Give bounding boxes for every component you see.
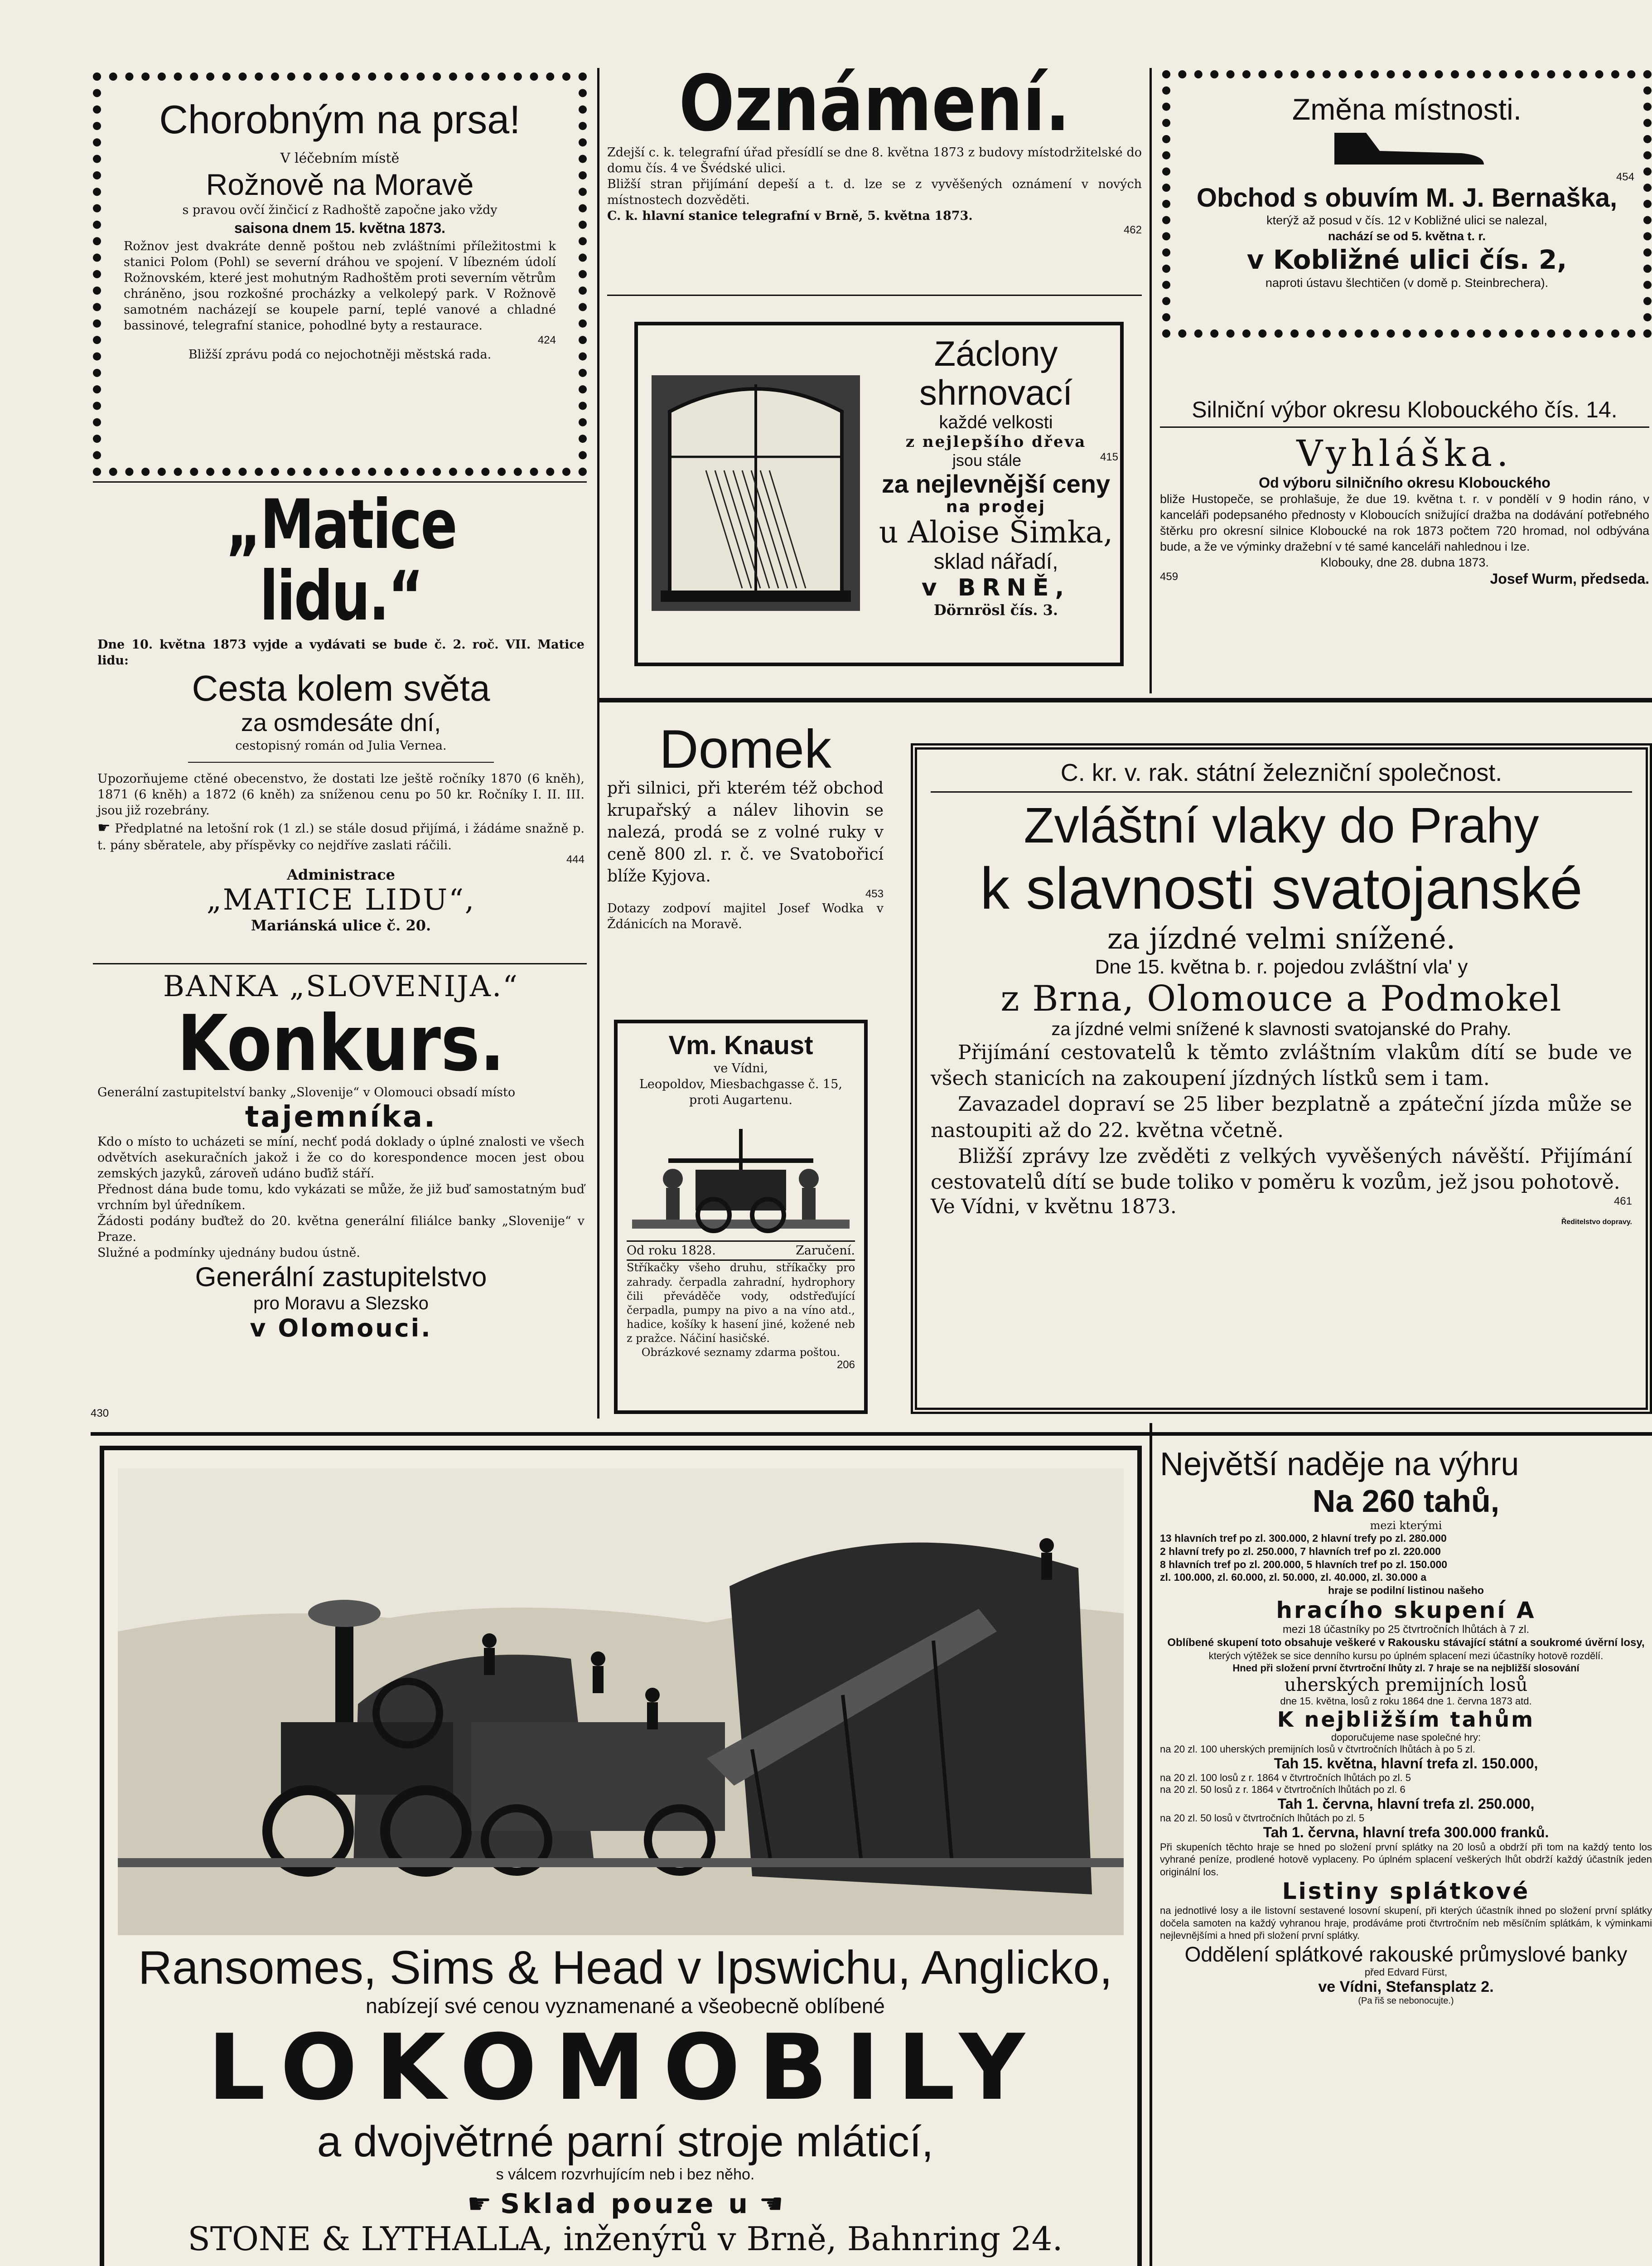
banka-block bbox=[97, 970, 584, 1342]
zaclony-title: Záclony shrnovací bbox=[919, 334, 1073, 412]
zaclony-l9: Dörnrösl čís. 3. bbox=[933, 601, 1058, 619]
nadeje-l17: před Edvard Fürst, bbox=[1364, 1966, 1448, 1978]
knaust-body: Stříkačky všeho druhu, stříkačky pro zahrady. čerpadla zahradní, hydrophory čili převáděče vody, odstřeďující čerpadla, pumpy na pivo a na víno atd., hadice, košíky k hasení jiné, kožené neb z pražce. Náčiní hasičské. bbox=[627, 1261, 855, 1345]
nadeje-l15: Při skupeních těchto hraje se hned po složení první splátky na 20 losů a obdrží při tom na každý tento los vyhrané peníze, prodlené hotově vyplaceny. Po úplném splacení veškerých lhůt obdrží každý účastník jeden originální los. bbox=[1160, 1841, 1652, 1878]
zaclony-l8: v BRNĚ, bbox=[921, 574, 1071, 601]
nadeje-t4: hracího skupení A bbox=[1276, 1597, 1536, 1623]
zaclony-l3: jsou stále bbox=[952, 450, 1022, 470]
rule-matice bbox=[188, 762, 494, 763]
nadeje-block bbox=[1160, 1446, 1652, 2006]
nadeje-l9: Tah 15. května, hlavní trefa zl. 150.000, bbox=[1274, 1755, 1538, 1772]
vlaky-t3: za jízdné velmi snížené. bbox=[1107, 922, 1456, 956]
chorobnym-line1: s pravou ovčí žinčicí z Radhoště započne jako vždy bbox=[182, 203, 498, 217]
knaust-l2: Leopoldov, Miesbachgasse č. 15, bbox=[639, 1077, 842, 1092]
silnicni-body: bliže Hustopeče, se prohlašuje, že due 19. května t. r. v pondělí v 9 hodin ráno, v kanceláři podepsaného přednosty v Kloboucích snižující dražba na dodávání potřebného štěrku pro okresní silnice Kloboucké na rok 1873 počtem 720 hromad, nol odbývána bude, a že ve výminky dražební v té samé kanceláři nahlednou i lze. bbox=[1160, 492, 1649, 554]
silnicni-l1: Od výboru silničního okresu Klobouckého bbox=[1259, 475, 1551, 491]
domek-body: při silnici, při kterém též obchod krupařský a nálev lihovin se nalezá, prodá se z volné ruky v ceně 800 zl. r. č. ve Svatobořicí blíže Kyjova. bbox=[607, 779, 884, 886]
silnicni-sign-row bbox=[1160, 571, 1649, 587]
nadeje-row: 2 hlavní trefy po zl. 250.000, 7 hlavních tref po zl. 220.000 bbox=[1160, 1545, 1441, 1557]
zmena-frame bbox=[1162, 70, 1652, 338]
pointing-hand-icon: ☛ bbox=[97, 819, 111, 837]
pointing-hand-right-icon: ☚ bbox=[759, 2188, 783, 2220]
rule-c1-a bbox=[93, 481, 587, 483]
vlaky-num: 461 bbox=[1613, 1195, 1632, 1208]
vlaky-head: C. kr. v. rak. státní železniční společnost. bbox=[931, 759, 1632, 793]
banka-gz: Generální zastupitelstvo bbox=[195, 1262, 487, 1293]
vlaky-t2: k slavnosti svatojanské bbox=[980, 855, 1583, 921]
vlaky-l5: Bližší zprávy lze zvěděti z velkých vyvěšených návěští. Přijímání cestovatelů dítí se bude toliko v poměru k vozům, jež jsou pohotově. bbox=[931, 1144, 1632, 1194]
banka-gz3: v Olomouci. bbox=[250, 1314, 432, 1343]
ransomes-t1: Ransomes, Sims & Head v Ipswichu, Anglicko, bbox=[138, 1942, 1113, 1994]
zmena-l1: kterýž až posud v čís. 12 v Kobližné ulici se nalezal, bbox=[1266, 213, 1547, 227]
zaclony-l4: za nejlevnější ceny bbox=[881, 469, 1111, 498]
knaust-l1: ve Vídni, bbox=[714, 1061, 768, 1075]
banka-body2: Přednost dána bude tomu, kdo vykázati se může, že již buď samostatným buď vrchním byl úředníkem. bbox=[97, 1182, 584, 1212]
fire-pump-illustration bbox=[632, 1111, 850, 1238]
nadeje-l11: na 20 zl. 50 losů z r. 1864 v čtvrtročních lhůtách po zl. 6 bbox=[1160, 1783, 1406, 1795]
ransomes-t4: a dvojvětrné parní stroje mláticí, bbox=[317, 2117, 934, 2166]
oznameni-sign: C. k. hlavní stanice telegrafní v Brně, 5. května 1873. bbox=[607, 208, 973, 223]
zaclony-text bbox=[874, 334, 1118, 619]
ransomes-text bbox=[113, 1942, 1137, 2258]
chorobnym-body: Rožnov jest dvakráte denně poštou neb zvláštními příležitostmi k stanici Polom (Pohl) se severní dráhou ve spojení. V líbezném údolí Rožnovském, které jest mohutným Radhoštěm proti severním větrům chráněno, jsou rozkošné procházky a velkolepý park. V Rožnově samotném nacházejí se koupele parní, teplé vanové a chladné bassinové, telegrafní stanice, pohodlné byty a restaurace. bbox=[124, 239, 556, 333]
vlaky-l3: Přijímání cestovatelů k těmto zvláštním vlakům dítí se bude ve všech stanicích na zakoupení jízdných lístků sem i tam. bbox=[931, 1041, 1632, 1090]
chorobnym-place: Rožnově na Moravě bbox=[206, 167, 474, 201]
knaust-l3: proti Augartenu. bbox=[689, 1093, 792, 1108]
knaust-body2: Obrázkové seznamy zdarma poštou. bbox=[641, 1346, 840, 1359]
knaust-guar: Zaručení. bbox=[796, 1244, 855, 1258]
banka-body3: Žádosti podány buďtež do 20. května generální filiálce banky „Slovenije“ v Praze. bbox=[97, 1214, 584, 1244]
window-shutter-illustration bbox=[652, 357, 860, 611]
ransomes-t3: LOKOMOBILY bbox=[208, 2015, 1043, 2121]
matice-num: 444 bbox=[566, 853, 584, 866]
nadeje-l14: Tah 1. června, hlavní trefa 300.000 franků. bbox=[1263, 1824, 1549, 1840]
banka-title: BANKA „SLOVENIJA.“ bbox=[163, 970, 519, 1003]
nadeje-l3: kterých výtěžek se sice denního kursu po úplném splacení mezi účastníky hotově rozdělí. bbox=[1208, 1650, 1604, 1661]
banka-gz2: pro Moravu a Slezsko bbox=[253, 1293, 429, 1314]
nadeje-l1: mezi 18 účastníky po 25 čtvrtročních lhůtách à 7 zl. bbox=[1282, 1623, 1530, 1636]
matice-body2 bbox=[97, 818, 584, 853]
nadeje-l13: na 20 zl. 50 losů v čtvrtročních lhůtách po zl. 5 bbox=[1160, 1812, 1365, 1824]
ransomes-t2: nabízejí své cenou vyznamenané a všeobecně oblíbené bbox=[366, 1994, 885, 2018]
ransomes-t6: Sklad pouze u bbox=[500, 2188, 751, 2220]
nadeje-t3: mezi kterými bbox=[1370, 1519, 1442, 1532]
nadeje-t5: K nejbližším tahům bbox=[1277, 1707, 1535, 1732]
nadeje-l4: Hned při složení první čtvrtroční lhůty zl. 7 hraje se na nejbližší slosování bbox=[1232, 1662, 1580, 1674]
zaclony-l5: na prodej bbox=[946, 498, 1046, 517]
threshing-machine-illustration bbox=[118, 1468, 1124, 1935]
zmena-title: Změna místnosti. bbox=[1292, 92, 1522, 126]
nadeje-l7: doporučujeme nase společné hry: bbox=[1331, 1731, 1481, 1743]
chorobnym-frame bbox=[93, 73, 587, 476]
knaust-frame bbox=[614, 1020, 868, 1414]
banka-post: tajemníka. bbox=[245, 1100, 437, 1134]
nadeje-l16: na jednotlivé losy a ile listovní sestavené losovní skupení, při kterých účastník ihned po složení první splátky dočela samoten na každý vyhranou hraje, prodáváme proti čtvrtročním neb měsíčním splátkám, k výminkami nejlevnějšími a hned při složení první splátky. bbox=[1160, 1905, 1652, 1942]
vlaky-l6-row bbox=[931, 1195, 1632, 1218]
matice-name: „MATICE LIDU“, bbox=[206, 883, 476, 917]
zaclony-frame bbox=[634, 322, 1124, 666]
nadeje-l18: ve Vídni, Stefansplatz 2. bbox=[1318, 1978, 1494, 1995]
chorobnym-title: Chorobným na prsa! bbox=[159, 97, 521, 142]
rule-c2-a bbox=[607, 295, 1142, 296]
nadeje-l5: uherských premijních losů bbox=[1284, 1674, 1528, 1695]
knaust-since-row bbox=[627, 1240, 855, 1261]
nadeje-l12: Tah 1. června, hlavní trefa zl. 250.000, bbox=[1277, 1795, 1535, 1812]
vlaky-t1: Zvláštní vlaky do Prahy bbox=[1024, 798, 1539, 853]
zmena-street: v Kobližné ulici čís. 2, bbox=[1246, 244, 1567, 275]
oznameni-block bbox=[607, 59, 1142, 237]
vlaky-l4: Zavazadel dopraví se 25 liber bezplatně a zpáteční jízda může se nastoupiti až do 22. května včetně. bbox=[931, 1093, 1632, 1142]
silnicni-num: 459 bbox=[1160, 571, 1179, 583]
vlaky-t4: z Brna, Olomouce a Podmokel bbox=[1000, 978, 1562, 1019]
vlaky-frame bbox=[911, 743, 1652, 1414]
zaclony-l2: z nejlepšího dřeva bbox=[905, 432, 1087, 451]
oznameni-body2: Bližší stran přijímání depeší a t. d. lze se z vyvěšených oznámení v nových místnostech dozvěděti. bbox=[607, 177, 1142, 207]
silnicni-date: Klobouky, dne 28. dubna 1873. bbox=[1320, 556, 1489, 570]
nadeje-row: 13 hlavních tref po zl. 300.000, 2 hlavní trefy po zl. 280.000 bbox=[1160, 1532, 1447, 1544]
zmena-l2: nachází se od 5. května t. r. bbox=[1328, 229, 1486, 243]
silnicni-vyhlaska: Vyhláška. bbox=[1296, 432, 1513, 475]
knaust-title: Vm. Knaust bbox=[668, 1031, 813, 1060]
matice-sub2: za osmdesáte dní, bbox=[241, 709, 441, 737]
nadeje-row: hraje se podilní listinou našeho bbox=[1328, 1584, 1484, 1596]
nadeje-row: 8 hlavních tref po zl. 200.000, 5 hlavních tref po zl. 150.000 bbox=[1160, 1558, 1448, 1570]
knaust-since: Od roku 1828. bbox=[627, 1244, 716, 1258]
oznameni-num: 462 bbox=[1123, 223, 1142, 236]
oznameni-body: Zdejší c. k. telegrafní úřad přesídlí se dne 8. května 1873 z budovy místodržitelské do domu čís. 4 ve Švédské ulici. bbox=[607, 145, 1142, 175]
horizontal-rule-bottom bbox=[91, 1432, 1652, 1436]
zaclony-l1: každé velkosti bbox=[939, 412, 1053, 432]
nadeje-l2: Oblíbené skupení toto obsahuje veškeré v Rakousku stávající státní a soukromé úvěrní losy, bbox=[1167, 1636, 1645, 1649]
rule-c1-b bbox=[93, 963, 587, 964]
matice-block bbox=[97, 485, 584, 934]
horizontal-rule-top bbox=[597, 698, 1652, 702]
matice-line1: Dne 10. května 1873 vyjde a vydávati se bude č. 2. roč. VII. Matice lidu: bbox=[97, 638, 584, 668]
vlaky-l6: Ve Vídni, v květnu 1873. bbox=[931, 1195, 1177, 1219]
domek-num: 453 bbox=[865, 887, 884, 900]
vlaky-l2: za jízdné velmi snížené k slavnosti svatojanské do Prahy. bbox=[1051, 1019, 1512, 1039]
ransomes-t7: STONE & LYTHALLA, inženýrů v Brně, Bahnring 24. bbox=[188, 2219, 1063, 2258]
vlaky-sign: Ředitelstvo dopravy. bbox=[1561, 1218, 1632, 1226]
pointing-hand-left-icon: ☛ bbox=[467, 2188, 492, 2220]
nadeje-t1: Největší naděje na výhru bbox=[1160, 1446, 1519, 1482]
nadeje-t2: Na 260 tahů, bbox=[1312, 1483, 1500, 1519]
chorobnym-footer: Bližší zprávu podá co nejochotněji městská rada. bbox=[188, 347, 492, 362]
matice-sub1: Cesta kolem světa bbox=[192, 668, 490, 709]
ransomes-t5: s válcem rozvrhujícím neb i bez něho. bbox=[496, 2165, 755, 2183]
silnicni-title: Silniční výbor okresu Klobouckého čís. 14. bbox=[1160, 397, 1649, 428]
nadeje-l19: (Pa řiš se nebonocujte.) bbox=[1358, 1995, 1454, 2006]
vlaky-l1: Dne 15. května b. r. pojedou zvláštní vla' y bbox=[1095, 956, 1468, 978]
zaclony-l3-row bbox=[874, 451, 1118, 470]
ransomes-frame bbox=[100, 1446, 1142, 2266]
chorobnym-intro: V léčebním místě bbox=[280, 150, 400, 167]
horizontal-rule-mid2 bbox=[1150, 1423, 1152, 2266]
zmena-num: 454 bbox=[1616, 171, 1634, 183]
nadeje-l10: na 20 zl. 100 losů z r. 1864 v čtvrtročních lhůtách po zl. 5 bbox=[1160, 1772, 1411, 1783]
matice-sub3: cestopisný román od Julia Vernea. bbox=[235, 738, 447, 753]
silnicni-block bbox=[1160, 397, 1649, 587]
nadeje-l6: dne 15. května, losů z roku 1864 dne 1. června 1873 atd. bbox=[1280, 1695, 1532, 1707]
silnicni-sign: Josef Wurm, předseda. bbox=[1490, 571, 1649, 587]
banka-num: 430 bbox=[91, 1407, 109, 1419]
nadeje-t7: Oddělení splátkové rakouské průmyslové banky bbox=[1184, 1942, 1628, 1966]
ransomes-t6-row bbox=[113, 2188, 1137, 2220]
banka-body4: Služné a podmínky ujednány budou ústně. bbox=[97, 1246, 360, 1260]
nadeje-row: zl. 100.000, zl. 60.000, zl. 50.000, zl. 40.000, zl. 30.000 a bbox=[1160, 1571, 1427, 1583]
banka-konkurs: Konkurs. bbox=[177, 999, 505, 1089]
column-rule-2 bbox=[1150, 68, 1152, 693]
column-rule-1 bbox=[597, 68, 599, 1419]
nadeje-l8: na 20 zl. 100 uherských premijních losů v čtvrtročních lhůtách à po 5 zl. bbox=[1160, 1743, 1475, 1755]
matice-body2-text: Předplatné na letošní rok (1 zl.) se stále dosud přijímá, i žádáme snažně p. t. pány sběratele, aby příspěvky co nejdříve zaslati ráčili. bbox=[97, 822, 584, 852]
zmena-l3: naproti ústavu šlechtičen (v domě p. Steinbrechera). bbox=[1265, 276, 1549, 290]
nadeje-t6: Listiny splátkové bbox=[1282, 1878, 1530, 1905]
chorobnym-season: saisona dnem 15. května 1873. bbox=[234, 219, 446, 236]
matice-title: „Matice lidu.“ bbox=[226, 485, 456, 636]
nadeje-rows bbox=[1160, 1532, 1652, 1597]
chorobnym-num: 424 bbox=[537, 334, 556, 346]
matice-addr: Mariánská ulice č. 20. bbox=[251, 917, 431, 934]
matice-body: Upozorňujeme ctěné obecenstvo, že dostati lze ještě ročníky 1870 (6 kněh), 1871 (6 kněh) a 1872 (6 kněh) za sníženou cenu po 50 kr. Ročníky I. II. III. jsou již rozebrány. bbox=[97, 772, 584, 818]
domek-title: Domek bbox=[659, 719, 832, 780]
shoe-icon bbox=[1325, 128, 1488, 169]
zmena-shop: Obchod s obuvím M. J. Bernaška, bbox=[1196, 183, 1618, 213]
knaust-num: 206 bbox=[836, 1358, 855, 1371]
zaclony-l7: sklad nářadí, bbox=[933, 549, 1058, 574]
domek-body2: Dotazy zodpoví majitel Josef Wodka v Ždánicích na Moravě. bbox=[607, 901, 884, 932]
oznameni-title: Oznámení. bbox=[679, 59, 1070, 149]
matice-admin: Administrace bbox=[287, 866, 395, 884]
domek-block bbox=[607, 721, 884, 932]
banka-line1: Generální zastupitelství banky „Slovenije“ v Olomouci obsadí místo bbox=[97, 1085, 516, 1099]
zaclony-num: 415 bbox=[1100, 450, 1118, 463]
banka-body: Kdo o místo to ucházeti se míní, nechť podá doklady o úplné znalosti ve všech odvětvích asekuračních jakož i že co do korespondence mocen jest obou zemských jazyků, zároveň udáno buďiž stáří. bbox=[97, 1134, 584, 1181]
zaclony-l6: u Aloise Šimka, bbox=[879, 515, 1113, 550]
